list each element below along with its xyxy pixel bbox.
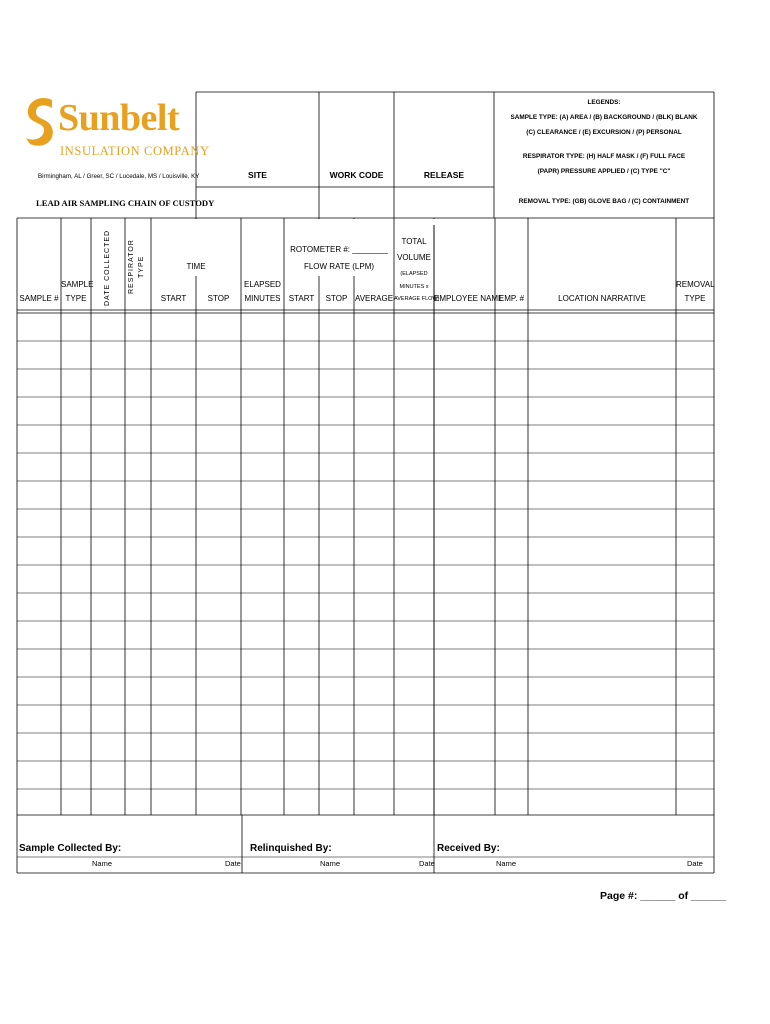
col-time: TIME [186,262,206,271]
col-elapsed-2: MINUTES [244,294,281,303]
received-date-label: Date [687,859,703,868]
page-number: Page #: ______ of ______ [600,890,727,902]
legend-removal: REMOVAL TYPE: (GB) GLOVE BAG / (C) CONTAINMENT [518,198,690,205]
col-total-5: AVERAGE FLOW) [394,296,440,302]
col-respirator-1: RESPIRATOR [128,239,135,294]
received-by-field[interactable] [434,815,714,857]
col-flow-start: START [288,294,315,303]
legends-title: LEGENDS: [587,99,621,106]
company-name: Sunbelt [58,97,180,139]
sample-collected-by-label: Sample Collected By: [19,843,122,854]
received-name-label: Name [496,859,517,868]
col-removal-2: TYPE [684,294,706,303]
collected-date-label: Date [225,859,241,868]
release-label: RELEASE [423,170,465,180]
col-sample-type-1: SAMPLE [61,280,94,289]
col-sample-number: SAMPLE # [19,294,59,303]
col-total-4: MINUTES x [399,284,429,290]
relinquished-date-label: Date [419,859,435,868]
col-total-2: VOLUME [397,253,431,262]
col-respirator-2: TYPE [138,255,145,278]
sunbelt-logo-icon [22,94,62,148]
site-label: SITE [248,170,267,180]
col-average: AVERAGE [354,294,394,303]
form-title: LEAD AIR SAMPLING CHAIN OF CUSTODY [36,198,215,208]
legend-sample-type-1: SAMPLE TYPE: (A) AREA / (B) BACKGROUND / (BLK) BLANK [510,114,698,121]
col-flow-rate: FLOW RATE (LPM) [303,262,375,271]
work-code-field[interactable] [319,92,394,218]
collected-name-label: Name [92,859,113,868]
col-elapsed-1: ELAPSED [244,280,281,289]
col-total-3: (ELAPSED [400,271,428,277]
company-subtitle: INSULATION COMPANY [60,144,210,158]
col-rotometer: ROTOMETER #: ________ [290,245,388,254]
relinquished-by-label: Relinquished By: [250,843,332,854]
site-field[interactable] [196,92,319,218]
col-date-collected: DATE COLLECTED [104,229,111,306]
col-employee-name: EMPLOYEE NAME [434,294,504,303]
legend-respirator-1: RESPIRATOR TYPE: (H) HALF MASK / (F) FULL FACE [522,153,686,160]
col-sample-type-2: TYPE [65,294,87,303]
relinquished-name-label: Name [320,859,341,868]
col-total-1: TOTAL [401,237,427,246]
relinquished-by-field[interactable] [242,815,434,857]
legend-sample-type-2: (C) CLEARANCE / (E) EXCURSION / (P) PERSONAL [526,129,682,136]
col-time-start: START [160,294,187,303]
legend-respirator-2: (PAPR) PRESSURE APPLIED / (C) TYPE "C" [537,168,671,175]
col-location-narrative: LOCATION NARRATIVE [558,294,646,303]
sample-collected-by-field[interactable] [17,815,242,857]
received-by-label: Received By: [437,843,500,854]
release-field[interactable] [394,92,494,218]
col-removal-1: REMOVAL [676,280,715,289]
company-address: Birmingham, AL / Greer, SC / Lucedale, MS / Louisville, KY [38,173,200,180]
col-emp-number: EMP. # [498,294,525,303]
col-time-stop: STOP [207,294,230,303]
col-flow-stop: STOP [325,294,348,303]
work-code-label: WORK CODE [329,170,384,180]
